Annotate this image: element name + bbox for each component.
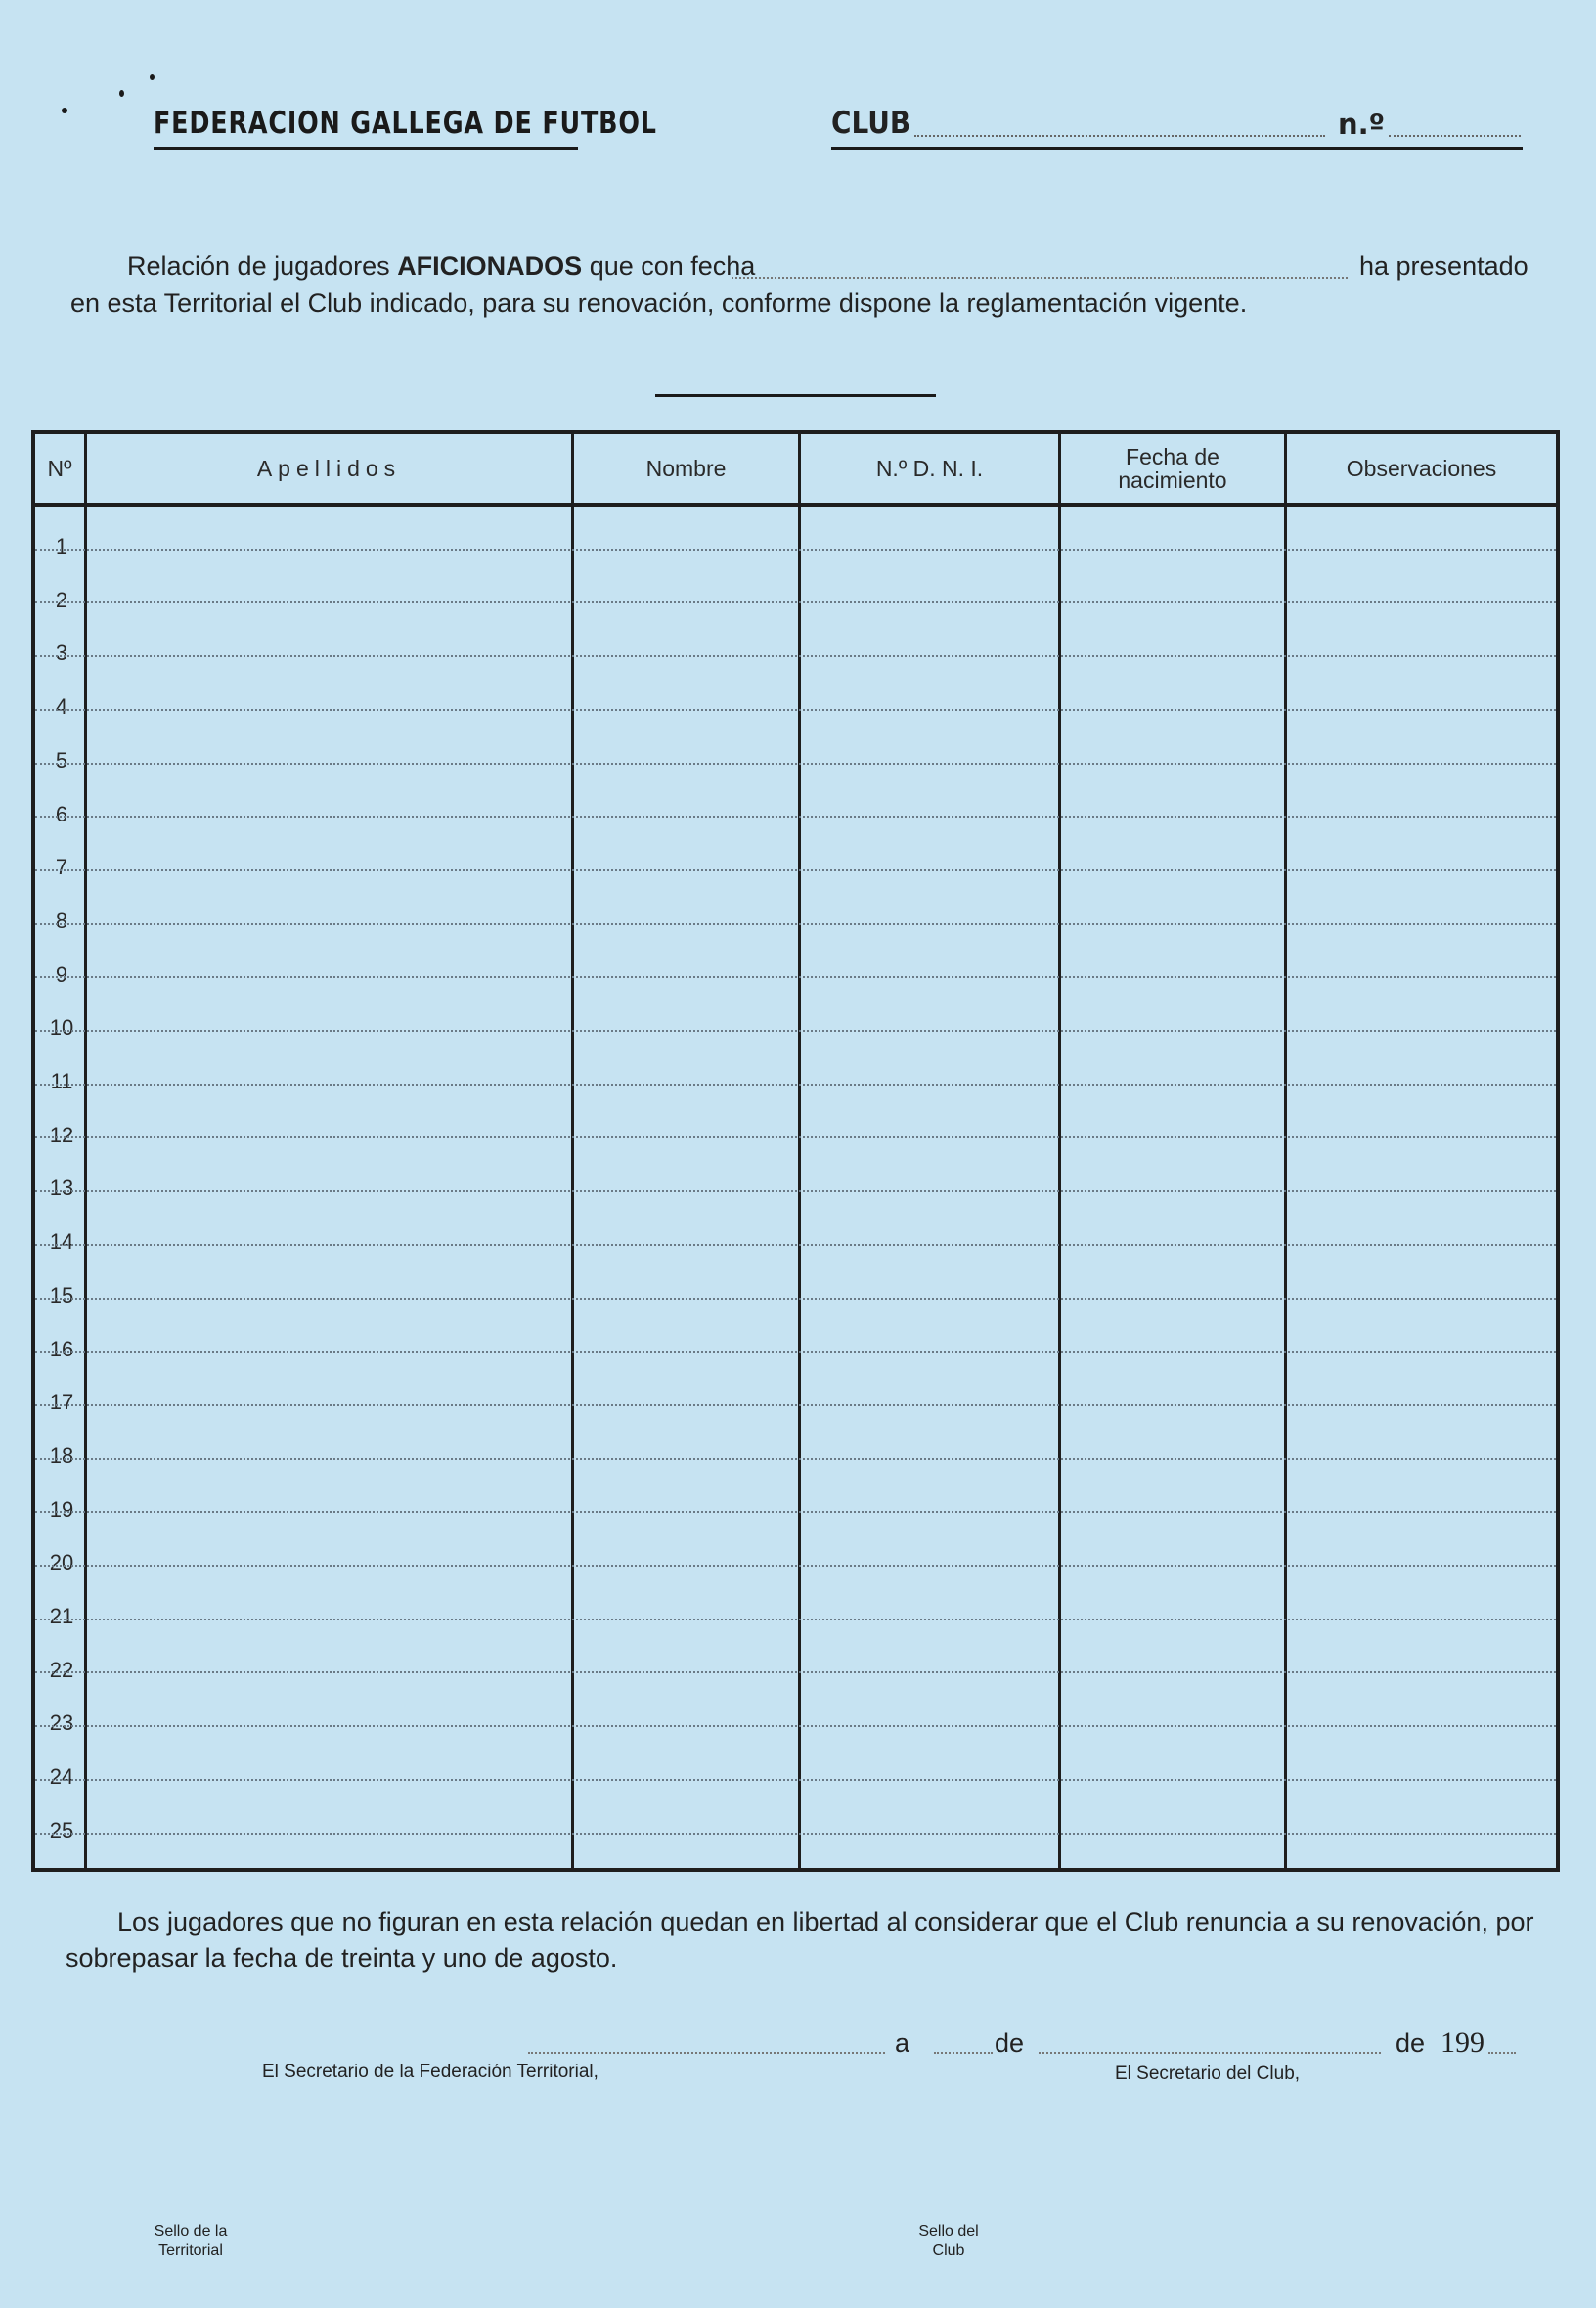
- row-number: 19: [49, 1496, 74, 1522]
- date-presented-field[interactable]: [732, 277, 1348, 279]
- row-number: 10: [49, 1015, 74, 1041]
- row-number: 16: [49, 1336, 74, 1361]
- table-row[interactable]: [35, 1619, 1556, 1620]
- col-header-observaciones: Observaciones: [1346, 456, 1497, 481]
- row-number: 7: [55, 855, 68, 880]
- stamp-club-line2: Club: [932, 2242, 965, 2259]
- row-number: 3: [55, 641, 68, 666]
- section-divider: [655, 394, 936, 397]
- row-number: 14: [49, 1229, 74, 1255]
- table-row[interactable]: [35, 601, 1556, 603]
- table-row[interactable]: [35, 1030, 1556, 1032]
- year-prefix: 199: [1441, 2026, 1485, 2059]
- row-number: 13: [49, 1176, 74, 1201]
- club-number-label: n.º: [1338, 108, 1386, 141]
- footer-line-1: Los jugadores que no figuran en esta relación quedan en libertad al considerar que el Club renuncia a su renovación, por: [117, 1907, 1534, 1936]
- intro-tail: ha presentado: [1359, 251, 1529, 281]
- table-row[interactable]: [35, 1084, 1556, 1086]
- column-divider: [798, 434, 801, 1868]
- footer-line-2: sobrepasar la fecha de treinta y uno de agosto.: [66, 1943, 618, 1973]
- column-divider: [571, 434, 574, 1868]
- row-number: 18: [49, 1442, 74, 1468]
- table-row[interactable]: [35, 1351, 1556, 1353]
- row-number: 22: [49, 1657, 74, 1682]
- table-row[interactable]: [35, 1779, 1556, 1781]
- column-divider: [1058, 434, 1061, 1868]
- row-number: 8: [55, 908, 68, 933]
- col-header-num: Nº: [47, 456, 72, 481]
- paper-speck: [119, 90, 124, 97]
- row-number: 15: [49, 1282, 74, 1308]
- paper-speck: [150, 74, 155, 80]
- table-row[interactable]: [35, 709, 1556, 711]
- table-row[interactable]: [35, 1136, 1556, 1138]
- federation-underline: [154, 147, 578, 150]
- table-row[interactable]: [35, 1244, 1556, 1246]
- intro-line-2: en esta Territorial el Club indicado, para su renovación, conforme dispone la reglamentación vigente.: [70, 288, 1248, 318]
- col-header-fecha: [1061, 434, 1284, 503]
- table-row[interactable]: [35, 1511, 1556, 1513]
- intro-text-fecha: que con fecha: [582, 251, 756, 281]
- row-number: 2: [55, 587, 68, 612]
- header-divider: [35, 503, 1556, 507]
- month-field[interactable]: [1039, 2052, 1381, 2054]
- stamp-territorial: [137, 2222, 244, 2261]
- signature-club-secretary: El Secretario del Club,: [1115, 2064, 1301, 2084]
- row-number: 1: [55, 534, 68, 558]
- club-number-field[interactable]: [1389, 135, 1521, 137]
- row-number: 6: [55, 801, 68, 826]
- intro-line-1: [127, 251, 755, 282]
- col-header-apellidos: Apellidos: [256, 456, 402, 481]
- row-number: 25: [49, 1817, 74, 1842]
- stamp-territorial-line1: Sello de la: [154, 2223, 228, 2240]
- signature-federation-secretary: El Secretario de la Federación Territorial,: [262, 2062, 598, 2082]
- col-header-dni: N.º D. N. I.: [875, 456, 984, 481]
- row-number: 5: [55, 747, 68, 773]
- date-de-label: de: [995, 2028, 1025, 2058]
- table-row[interactable]: [35, 1671, 1556, 1673]
- col-header-nombre: Nombre: [645, 456, 727, 481]
- club-label: CLUB: [831, 106, 911, 141]
- place-field[interactable]: [528, 2052, 885, 2054]
- row-number: 11: [50, 1069, 73, 1093]
- stamp-territorial-line2: Territorial: [158, 2242, 223, 2259]
- table-row[interactable]: [35, 655, 1556, 657]
- table-row[interactable]: [35, 923, 1556, 925]
- table-row[interactable]: [35, 1458, 1556, 1460]
- table-row[interactable]: [35, 869, 1556, 871]
- players-table: [31, 430, 1560, 1872]
- club-underline: [831, 147, 1523, 150]
- stamp-club: [900, 2222, 998, 2261]
- table-row[interactable]: [35, 549, 1556, 551]
- table-row[interactable]: [35, 816, 1556, 818]
- col-header-fecha-line1: Fecha de: [1126, 444, 1219, 469]
- row-number: 12: [49, 1122, 74, 1147]
- table-row[interactable]: [35, 976, 1556, 978]
- row-number: 9: [55, 961, 68, 987]
- row-number: 21: [49, 1604, 74, 1628]
- row-number: 24: [49, 1764, 74, 1790]
- table-row[interactable]: [35, 1190, 1556, 1192]
- stamp-club-line1: Sello del: [918, 2223, 979, 2240]
- column-divider: [1284, 434, 1287, 1868]
- table-row[interactable]: [35, 1404, 1556, 1406]
- table-row[interactable]: [35, 1298, 1556, 1300]
- row-number: 4: [55, 694, 68, 720]
- date-de-label-2: de: [1396, 2028, 1426, 2058]
- date-a-label: a: [895, 2028, 910, 2058]
- table-row[interactable]: [35, 1725, 1556, 1727]
- year-field[interactable]: [1488, 2052, 1516, 2054]
- table-row[interactable]: [35, 763, 1556, 765]
- federation-title: FEDERACION GALLEGA DE FUTBOL: [154, 106, 657, 141]
- intro-text-start: Relación de jugadores: [127, 251, 398, 281]
- table-row[interactable]: [35, 1833, 1556, 1835]
- paper-speck: [62, 108, 67, 113]
- row-number: 20: [49, 1550, 74, 1576]
- row-number: 17: [49, 1390, 74, 1415]
- club-name-field[interactable]: [914, 135, 1325, 137]
- col-header-fecha-line2: nacimiento: [1118, 467, 1227, 493]
- table-row[interactable]: [35, 1565, 1556, 1567]
- row-number: 23: [49, 1710, 74, 1736]
- day-field[interactable]: [934, 2052, 993, 2054]
- intro-aficionados: AFICIONADOS: [397, 251, 583, 281]
